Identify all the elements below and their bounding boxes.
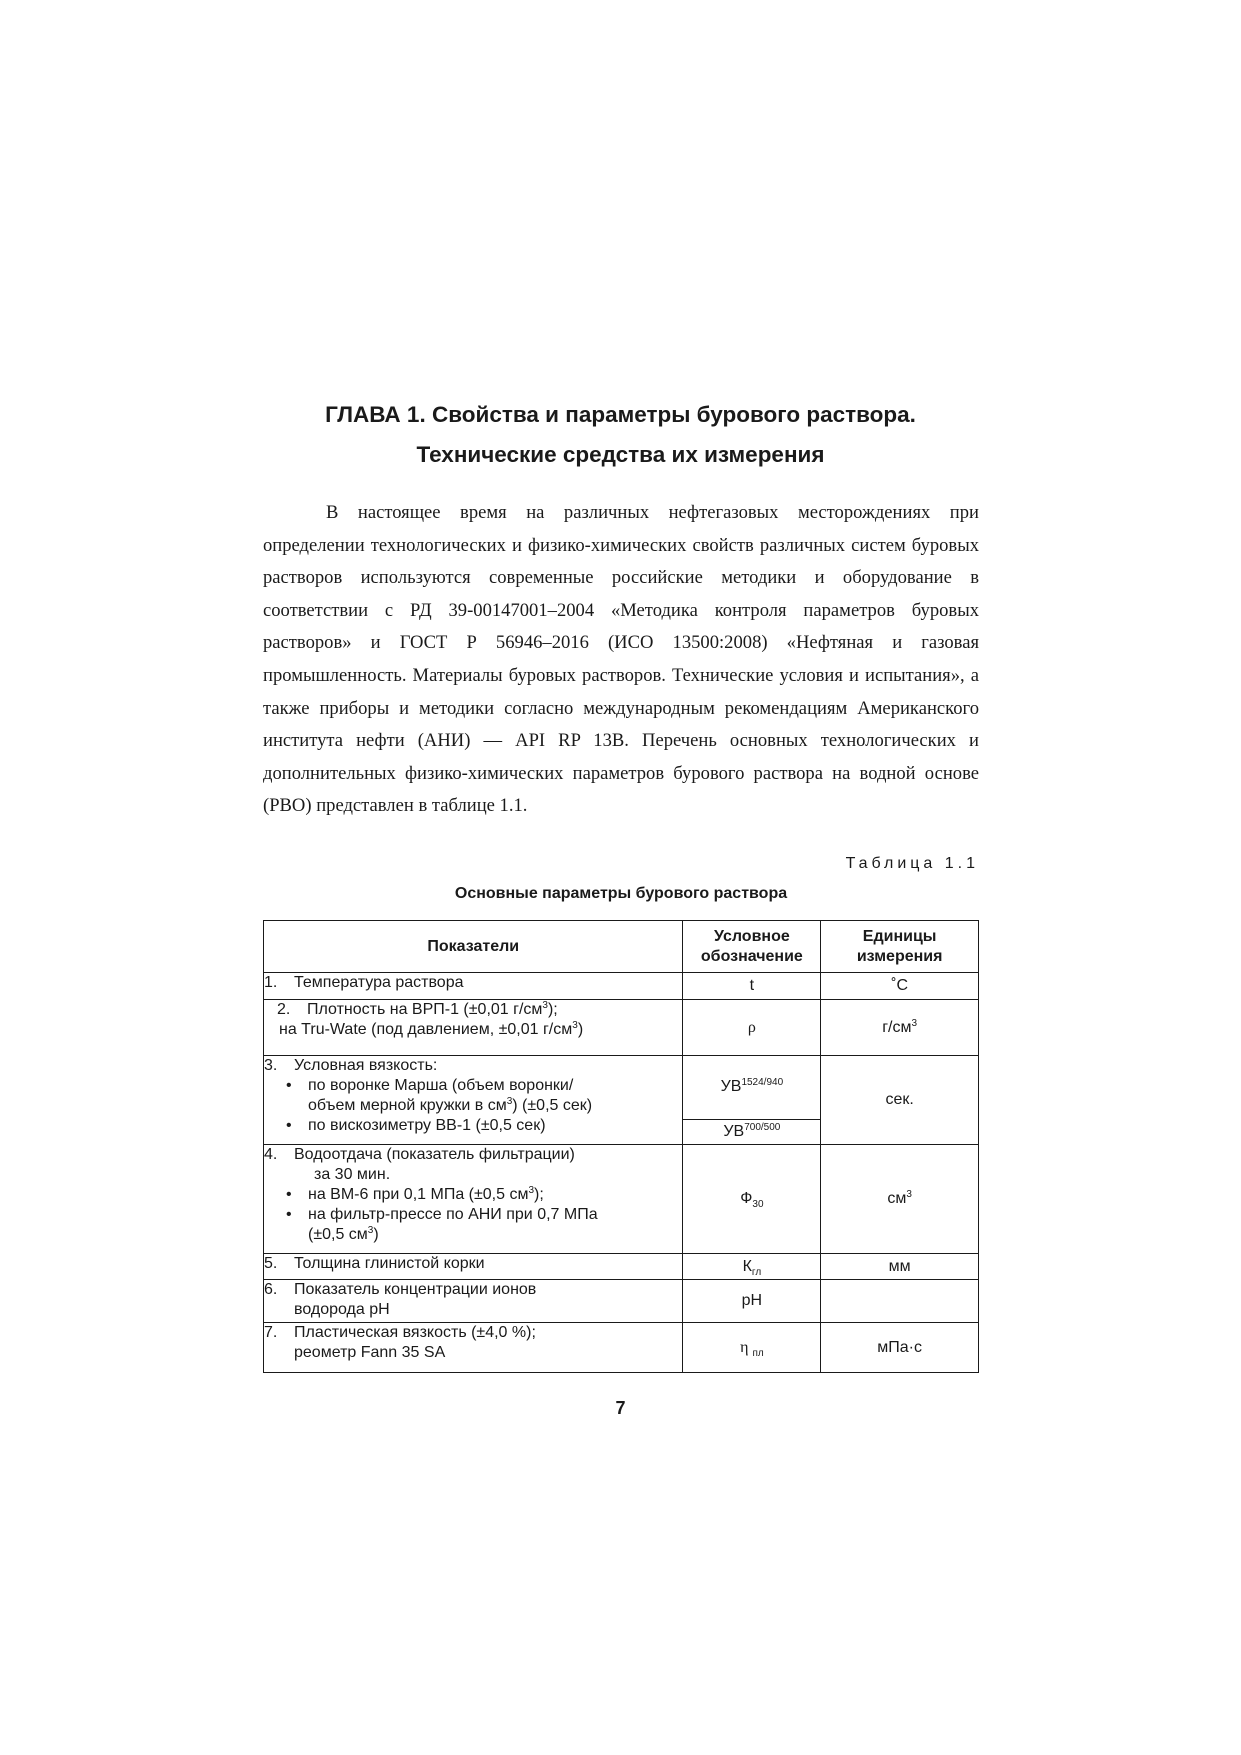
symbol-cell: η $_{пл}$ xyxy=(683,1323,821,1373)
parameters-table xyxy=(263,920,979,1373)
indicator-cell: 7. Пластическая вязкость (±4,0 %); реометр Fann 35 SA xyxy=(264,1323,683,1373)
indicator-cell: 2. Плотность на ВРП-1 (±0,01 $г/см^3$); на Tru-Wate (под давлением, ±0,01 $г/см^3$) xyxy=(264,1000,683,1056)
symbol-cell: $К_{гл}$ xyxy=(683,1254,821,1280)
header-units: Единицы измерения xyxy=(821,921,979,973)
table-row xyxy=(264,1145,979,1254)
chapter-title xyxy=(263,395,978,475)
table-row xyxy=(264,1056,979,1145)
table-row xyxy=(264,1280,979,1323)
unit-cell: $см^3$ xyxy=(821,1145,979,1254)
table-row xyxy=(264,1323,979,1373)
chapter-title-line-2: Технические средства их измерения xyxy=(416,442,825,467)
chapter-title-line-1: ГЛАВА 1. Свойства и параметры бурового раствора. xyxy=(325,402,916,427)
header-indicators: Показатели xyxy=(264,921,683,973)
unit-cell: сек. xyxy=(821,1056,979,1145)
table-row xyxy=(264,1254,979,1280)
table-header-row xyxy=(264,921,979,973)
symbol-marsh: $УВ^{1524/940}$ xyxy=(683,1056,820,1119)
symbol-cell: $Ф_{30}$ xyxy=(683,1145,821,1254)
table-caption: Основные параметры бурового раствора xyxy=(454,885,788,902)
body-text xyxy=(263,497,979,823)
symbol-cell: t xyxy=(683,973,821,1000)
symbol-cell: pH xyxy=(683,1280,821,1323)
page-number: 7 xyxy=(615,1398,626,1418)
symbol-viscometer: $УВ^{700/500}$ xyxy=(723,1121,781,1140)
table-number-label: Таблица 1.1 xyxy=(845,855,979,872)
unit-cell: $г/см^3$ xyxy=(821,1000,979,1056)
table-row xyxy=(264,1000,979,1056)
table-row xyxy=(264,973,979,1000)
indicator-cell: 6. Показатель концентрации ионов водорода pH xyxy=(264,1280,683,1323)
unit-cell: мм xyxy=(821,1254,979,1280)
unit-cell xyxy=(821,1280,979,1323)
paragraph: В настоящее время на различных нефтегазовых месторождениях при определении технологических и физико-химических свойств различных систем буровых растворов используются современные российские методики и оборудование в соответствии с РД 39-00147001–2004 «Методика контроля параметров буровых растворов» и ГОСТ Р 56946–2016 (ИСО 13500:2008) «Нефтяная и газовая промышленность. Материалы буровых растворов. Технические условия и испытания», а также приборы и методики согласно международным рекомендациям Американского института нефти (АНИ) — API RP 13B. Перечень основных технологических и дополнительных физико-химических параметров бурового раствора на водной основе (РВО) представлен в таблице 1.1. xyxy=(263,502,979,817)
symbol-cell xyxy=(683,1056,821,1145)
indicator-cell: 3. Условная вязкость: • по воронке Марша (объем воронки/ объем мерной кружки в $см^3$) (±0,5 сек) • по вискозиметру ВВ-1 (±0,5 сек) xyxy=(264,1056,683,1145)
symbol-cell: ρ xyxy=(683,1000,821,1056)
indicator-cell: 1. Температура раствора xyxy=(264,973,683,1000)
header-symbol: Условное обозначение xyxy=(683,921,821,973)
indicator-cell: 4. Водоотдача (показатель фильтрации) за 30 мин. • на ВМ-6 при 0,1 МПа (±0,5 $см^3$); • на фильтр-прессе по АНИ при 0,7 МПа (±0,5 $см^3$) xyxy=(264,1145,683,1254)
indicator-cell: 5. Толщина глинистой корки xyxy=(264,1254,683,1280)
unit-cell: мПа·с xyxy=(821,1323,979,1373)
unit-cell: ˚С xyxy=(821,973,979,1000)
